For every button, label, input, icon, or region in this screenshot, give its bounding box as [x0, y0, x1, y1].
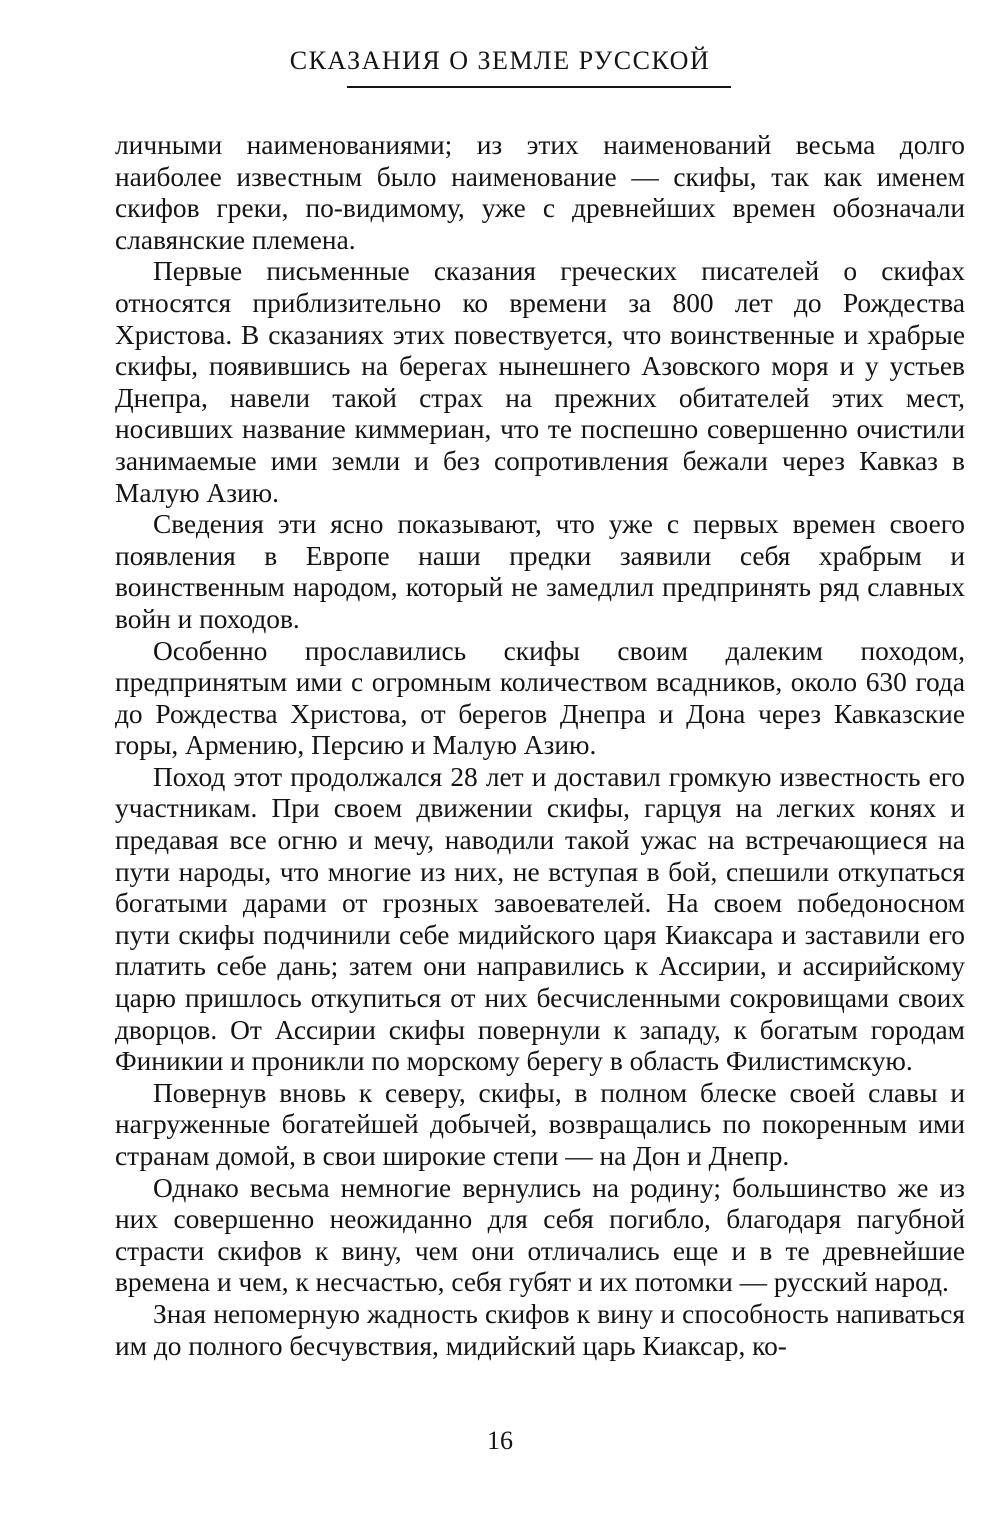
- running-head-rule: [347, 86, 731, 88]
- paragraph: Первые письменные сказания греческих писателей о скифах относятся приблизительно ко времени за 800 лет до Рождества Христова. В сказаниях этих повествуется, что воинственные и храбрые скифы, появившись на берегах нынешнего Азовского моря и у устьев Днепра, навели такой страх на прежних обитателей этих мест, носивших название киммериан, что те поспешно совершенно очистили занимаемые ими земли и без сопротивления бежали через Кавказ в Малую Азию.: [115, 256, 965, 508]
- page-number: 16: [487, 1426, 513, 1455]
- paragraph: Особенно прославились скифы своим далеким походом, предпринятым ими с огромным количеством всадников, около 630 года до Рождества Христова, от берегов Днепра и Дона через Кавказские горы, Армению, Персию и Малую Азию.: [115, 635, 965, 761]
- body-text: [115, 130, 965, 1362]
- paragraph: Зная непомерную жадность скифов к вину и способность напиваться им до полного бесчувствия, мидийский царь Киаксар, ко-: [115, 1298, 965, 1361]
- paragraph: Сведения эти ясно показывают, что уже с первых времен своего появления в Европе наши предки заявили себя храбрым и воинственным народом, который не замедлил предпринять ряд славных войн и походов.: [115, 509, 965, 634]
- paragraph: Поход этот продолжался 28 лет и доставил громкую известность его участникам. При своем движении скифы, гарцуя на легких конях и предавая все огню и мечу, наводили такой ужас на встречающиеся на пути народы, что многие из них, не вступая в бой, спешили откупаться богатыми дарами от грозных завоевателей. На своем победоносном пути скифы подчинили себе мидийского царя Киаксара и заставили его платить себе дань; затем они направились к Ассирии, и ассирийскому царю пришлось откупиться от них бесчисленными сокровищами своих дворцов. От Ассирии скифы повернули к западу, к богатым городам Финикии и проникли по морскому берегу в область Филистимскую.: [115, 761, 965, 1077]
- running-head: СКАЗАНИЯ О ЗЕМЛЕ РУССКОЙ: [289, 46, 711, 75]
- paragraph: Однако весьма немногие вернулись на родину; большинство же из них совершенно неожиданно для себя погибло, благодаря пагубной страсти скифов к вину, чем они отличались еще и в те древнейшие времена и чем, к несчастью, себя губят и их потомки — русский народ.: [115, 1172, 965, 1298]
- paragraph: личными наименованиями; из этих наименований весьма долго наиболее известным было наименование — скифы, так как именем скифов греки, по-видимому, уже с древнейших времен обозначали славянские племена.: [115, 130, 965, 255]
- paragraph: Повернув вновь к северу, скифы, в полном блеске своей славы и нагруженные богатейшей добычей, возвращались по покоренным ими странам домой, в свои широкие степи — на Дон и Днепр.: [115, 1077, 965, 1171]
